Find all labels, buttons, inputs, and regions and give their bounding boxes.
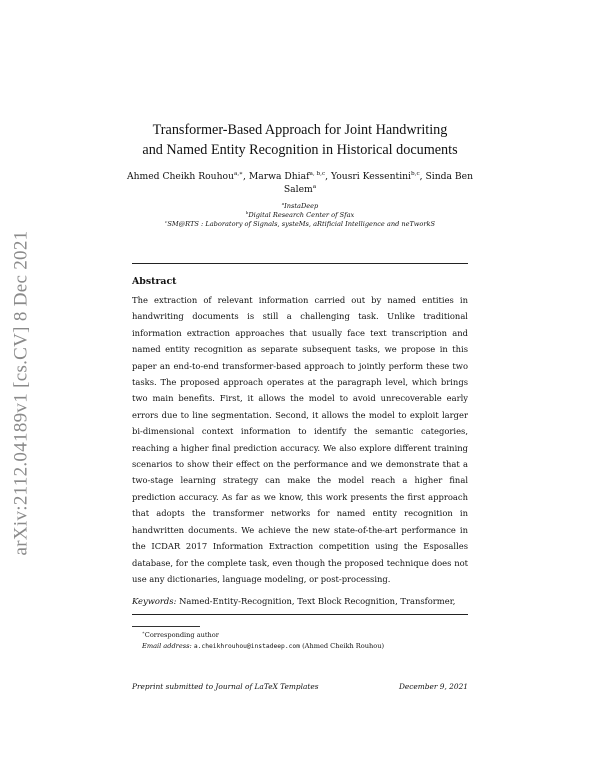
author-affil-mark: a <box>312 183 317 190</box>
page-footer <box>132 682 468 691</box>
author-name: Yousri Kessentini <box>330 171 411 182</box>
abstract-top-rule <box>132 263 468 264</box>
author-affil-mark: a, b,c <box>309 170 326 177</box>
footnote-mark: ∗ <box>142 629 145 635</box>
abstract-heading: Abstract <box>132 276 177 287</box>
author-name: Sinda Ben Salem <box>283 171 474 195</box>
footnote <box>132 630 468 652</box>
footer-preprint-note: Preprint submitted to Journal of LaTeX Templates <box>132 682 319 691</box>
footer-date: December 9, 2021 <box>398 682 468 691</box>
author-affil-mark: b,c <box>411 170 420 177</box>
affiliation-item <box>110 202 490 211</box>
arxiv-identifier: arXiv:2112.04189v1 [cs.CV] 8 Dec 2021 <box>10 230 31 555</box>
affiliation-text: Digital Research Center of Sfax <box>248 211 355 219</box>
footnote-corresponding <box>132 630 468 641</box>
title-line-1: Transformer-Based Approach for Joint Handwriting <box>152 122 448 138</box>
author-sep: , <box>325 171 331 182</box>
affiliation-mark: b <box>245 209 249 215</box>
footnote-email-line <box>132 641 468 652</box>
footnote-rule <box>132 626 200 627</box>
footnote-corresponding-text: Corresponding author <box>144 631 219 639</box>
affiliation-text: InstaDeep <box>284 202 319 210</box>
affiliation-mark: c <box>165 218 168 224</box>
footnote-email-link[interactable]: a.cheikhrouhou@instadeep.com <box>193 643 300 650</box>
affiliation-mark: a <box>281 200 285 206</box>
author-name: Ahmed Cheikh Rouhou <box>126 171 234 182</box>
abstract-text: The extraction of relevant information carried out by named entities in handwriting documents is still a challenging task. Unlike traditional information extraction approaches that usually face text transcription and named entity recognition as separate subsequent tasks, we propose in this paper an end-to-end transformer-based approach to jointly perform these two tasks. The proposed approach operates at the paragraph level, which brings two main benefits. First, it allows the model to avoid unrecoverable early errors due to line segmentation. Second, it allows the model to exploit larger bi-dimensional context information to identify the semantic categories, reaching a higher final prediction accuracy. We also explore different training scenarios to show their effect on the performance and we demonstrate that a two-stage learning strategy can make the model reach a higher final prediction accuracy. As far as we know, this work presents the first approach that adopts the transformer networks for named entity recognition in handwritten documents. We achieve the new state-of-the-art performance in the ICDAR 2017 Information Extraction competition using the Esposalles database, for the complete task, even though the proposed technique does not use any dictionaries, language modeling, or post-processing. <box>132 295 468 584</box>
author-list <box>120 170 480 196</box>
affiliation-item <box>110 220 490 229</box>
arxiv-identifier-margin <box>8 220 34 565</box>
title-line-2: and Named Entity Recognition in Historical documents <box>142 142 458 158</box>
author-sep: , <box>243 171 249 182</box>
affiliation-text: SM@RTS : Laboratory of Signals, systeMs, aRtificial Intelligence and neTworkS <box>167 220 435 228</box>
keywords-line <box>132 596 468 606</box>
keywords-text: Named-Entity-Recognition, Text Block Recognition, Transformer, <box>179 596 456 606</box>
keywords-label: Keywords: <box>132 596 177 606</box>
affiliation-list <box>110 202 490 229</box>
author-name: Marwa Dhiaf <box>248 171 310 182</box>
paper-title <box>100 120 500 160</box>
author-sep: , <box>419 171 426 182</box>
footnote-email-owner: (Ahmed Cheikh Rouhou) <box>302 642 385 650</box>
abstract-bottom-rule <box>132 614 468 615</box>
footnote-email-label: Email address: <box>142 642 192 650</box>
author-affil-mark: a,∗ <box>233 170 244 177</box>
